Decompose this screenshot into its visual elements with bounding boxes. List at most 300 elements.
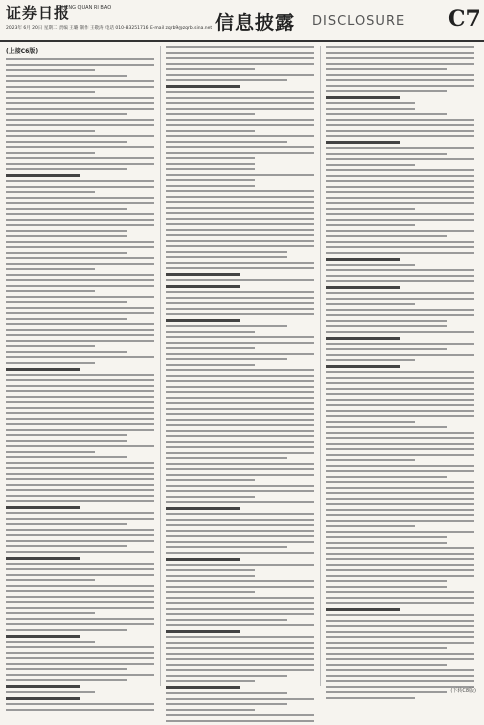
text-line [326,298,474,300]
text-line [6,518,154,520]
text-line [166,229,314,231]
text-line [6,629,127,631]
text-line [326,202,474,204]
text-line [6,657,154,659]
text-line [326,564,474,566]
text-line [326,280,474,282]
text-line [6,596,154,598]
text-line [326,124,474,126]
text-line [166,119,314,121]
text-line [166,279,314,281]
text-line [6,152,95,154]
text-line [326,388,474,390]
text-line [326,591,474,593]
text-line [166,342,314,344]
text-line [166,52,314,54]
text-line [6,385,154,387]
text-line [166,647,314,649]
text-line [326,542,447,544]
text-line [326,343,474,345]
text-line [326,269,474,271]
text-line [166,419,314,421]
text-line [166,575,255,577]
text-line [6,213,154,215]
text-line [166,364,255,366]
paragraph-heading-line [326,258,400,261]
text-line [166,408,314,410]
newspaper-masthead [0,0,484,42]
text-line [166,218,314,220]
text-line [6,301,127,303]
text-line [6,601,154,603]
paragraph-heading-line [6,557,80,560]
text-line [326,481,474,483]
text-line [166,358,287,360]
text-line [6,467,154,469]
text-line [166,196,314,198]
text-line [6,290,95,292]
text-line [326,636,474,638]
text-line [166,485,314,487]
column-text-lines [166,46,314,722]
text-line [166,157,255,159]
text-line [326,74,474,76]
text-line [166,580,314,582]
text-line [166,397,314,399]
text-line [166,675,287,677]
text-line [6,374,154,376]
page-number: C7 [448,6,481,32]
text-line [166,313,314,315]
text-line [6,523,127,525]
text-line [326,175,474,177]
text-line [166,524,314,526]
text-line [326,275,474,277]
text-line [166,564,314,566]
text-line [6,529,154,531]
text-line [166,608,314,610]
text-line [6,456,127,458]
text-line [326,90,447,92]
text-line [6,208,127,210]
text-line [6,423,154,425]
text-line [6,585,154,587]
paragraph-heading-line [326,141,400,144]
text-line [166,46,314,48]
text-line [166,190,314,192]
text-line [166,201,314,203]
text-line [6,434,127,436]
text-line [6,440,127,442]
text-line [6,668,127,670]
text-line [6,318,127,320]
text-line [326,57,474,59]
text-line [166,664,314,666]
text-line [6,91,95,93]
text-line [166,530,314,532]
text-line [6,252,127,254]
text-line [6,545,127,547]
text-line [326,63,474,65]
text-line [6,512,154,514]
text-line [6,279,154,281]
text-line [166,692,287,694]
text-line [166,552,314,554]
text-line [6,285,154,287]
text-line [6,224,154,226]
text-line [6,263,154,265]
paragraph-heading-line [166,285,240,288]
text-line [326,130,474,132]
text-line [166,331,255,333]
text-line [166,262,314,264]
text-line [326,547,474,549]
text-line [6,623,154,625]
text-line [6,75,127,77]
text-line [326,448,474,450]
text-line [6,534,154,536]
text-line [166,642,314,644]
text-column-middle [166,46,314,725]
text-line [166,297,314,299]
text-line [166,113,255,115]
text-line [326,404,474,406]
text-line [6,401,154,403]
text-line [166,353,314,355]
text-line [166,267,314,269]
text-line [6,58,154,60]
text-line [166,68,255,70]
text-line [166,602,314,604]
text-line [326,470,474,472]
text-line [326,664,447,666]
text-line [166,569,255,571]
text-line [166,435,314,437]
text-line [166,291,314,293]
text-line [326,415,474,417]
text-line [326,52,474,54]
text-line [326,569,474,571]
text-line [6,146,154,148]
text-line [326,303,415,305]
text-line [326,410,474,412]
text-line [326,586,447,588]
text-line [326,680,474,682]
text-line [6,429,154,431]
text-line [326,454,474,456]
text-line [166,152,314,154]
text-line [166,74,314,76]
newspaper-logo: 证券日报 [6,4,71,22]
text-line [326,492,474,494]
text-line [166,468,314,470]
text-line [326,509,474,511]
text-line [6,157,154,159]
text-column-right [326,46,474,702]
text-line [166,535,314,537]
text-line [326,437,474,439]
text-line [6,64,154,66]
text-line [166,402,314,404]
text-line [166,441,314,443]
text-line [326,620,474,622]
text-line [6,186,154,188]
text-line [166,146,314,148]
text-line [326,219,474,221]
text-line [326,558,474,560]
text-line [6,113,127,115]
text-line [326,197,474,199]
text-line [166,636,314,638]
text-line [166,624,314,626]
text-line [166,375,314,377]
text-line [326,647,447,649]
text-line [166,91,314,93]
text-line [326,382,474,384]
text-line [166,457,287,459]
text-line [326,153,447,155]
text-line [166,336,314,338]
text-line [326,252,474,254]
text-line [166,474,314,476]
text-line [166,302,314,304]
section-english-title: DISCLOSURE [312,14,406,29]
text-line [326,359,415,361]
text-line [326,354,474,356]
paragraph-heading-line [166,558,240,561]
text-line [326,653,474,655]
text-line [6,296,154,298]
text-line [166,325,287,327]
text-line [166,446,314,448]
text-line [326,208,415,210]
text-line [326,658,474,660]
text-line [326,79,474,81]
text-line [326,180,474,182]
text-line [326,169,474,171]
text-line [6,412,154,414]
section-title: 信息披露 [215,12,296,34]
text-line [326,393,474,395]
text-line [166,163,255,165]
text-line [6,495,154,497]
text-line [166,709,255,711]
text-line [166,256,287,258]
text-line [6,124,154,126]
text-line [6,568,154,570]
paragraph-heading-line [166,319,240,322]
text-line [166,413,314,415]
text-line [326,325,447,327]
text-line [166,251,287,253]
text-line [326,536,447,538]
text-line [326,246,474,248]
text-line [6,80,154,82]
column-text-lines [326,46,474,699]
text-line [6,674,154,676]
text-line [6,691,95,693]
column-divider [320,46,321,686]
text-line [166,141,287,143]
text-line [166,174,314,176]
text-line [166,714,314,716]
text-line [6,362,95,364]
text-line [326,224,415,226]
continued-to-note: (下转C8版) [450,688,476,694]
text-line [166,669,314,671]
text-line [326,443,474,445]
paragraph-heading-line [166,273,240,276]
text-line [6,646,154,648]
text-line [326,213,474,215]
text-line [166,245,314,247]
text-line [326,158,474,160]
text-line [166,430,314,432]
text-line [166,513,314,515]
text-line [6,473,154,475]
text-line [166,185,255,187]
text-line [326,68,447,70]
text-line [6,97,154,99]
text-line [326,113,447,115]
text-line [6,274,154,276]
text-line [166,102,314,104]
text-line [166,591,255,593]
text-line [166,130,255,132]
text-line [326,514,474,516]
text-line [6,334,154,336]
text-line [326,503,474,505]
text-line [326,164,415,166]
text-line [166,586,314,588]
text-line [326,108,415,110]
text-line [6,451,95,453]
text-line [326,320,447,322]
text-line [6,191,95,193]
text-line [326,102,415,104]
text-line [326,691,447,693]
text-line [166,380,314,382]
text-line [166,490,314,492]
text-line [166,79,287,81]
text-line [166,720,314,722]
text-line [166,308,314,310]
text-line [6,168,127,170]
text-line [6,69,95,71]
newspaper-tagline: ZHENG QUAN RI BAO [58,5,112,11]
column-text-lines [6,58,154,711]
text-line [326,575,474,577]
text-line [326,625,474,627]
text-line [326,186,474,188]
text-line [6,652,154,654]
text-line [6,551,154,553]
text-line [326,264,415,266]
text-line [166,223,314,225]
text-line [6,663,154,665]
text-line [326,348,447,350]
text-line [326,597,474,599]
text-line [166,240,314,242]
text-line [326,241,474,243]
text-line [326,309,474,311]
text-line [6,130,95,132]
text-line [326,421,415,423]
text-line [6,574,154,576]
text-line [6,418,154,420]
text-line [6,484,154,486]
text-line [6,268,95,270]
text-line [6,202,154,204]
text-line [6,246,154,248]
text-line [6,390,154,392]
text-line [326,331,474,333]
text-line [6,235,127,237]
text-line [166,424,314,426]
text-column-left [6,46,154,714]
text-line [326,147,474,149]
text-line [6,590,154,592]
text-line [6,102,154,104]
text-line [166,124,314,126]
text-line [166,619,287,621]
text-line [6,356,154,358]
text-line [166,212,314,214]
text-line [166,496,255,498]
text-line [166,108,314,110]
text-line [166,501,314,503]
text-line [166,369,314,371]
text-line [6,141,127,143]
text-line [326,85,474,87]
text-line [326,235,447,237]
text-line [166,347,255,349]
text-line [6,329,154,331]
text-line [6,478,154,480]
text-line [166,479,255,481]
paragraph-heading-line [6,506,80,509]
text-line [166,703,287,705]
text-line [6,407,154,409]
text-line [326,531,474,533]
text-line [166,613,314,615]
text-line [166,135,314,137]
text-line [326,631,474,633]
text-line [166,57,314,59]
text-line [326,697,415,699]
text-line [166,63,314,65]
text-line [326,525,415,527]
paragraph-heading-line [6,635,80,638]
text-line [326,580,447,582]
text-line [6,500,154,502]
text-line [6,709,154,711]
text-line [166,541,314,543]
text-line [6,323,154,325]
text-line [326,520,474,522]
text-line [6,462,154,464]
text-line [6,396,154,398]
text-line [6,219,154,221]
text-line [6,579,95,581]
text-line [6,108,154,110]
text-line [326,669,474,671]
text-line [326,292,474,294]
text-line [326,614,474,616]
text-line [326,119,474,121]
text-line [166,463,314,465]
text-line [6,641,95,643]
